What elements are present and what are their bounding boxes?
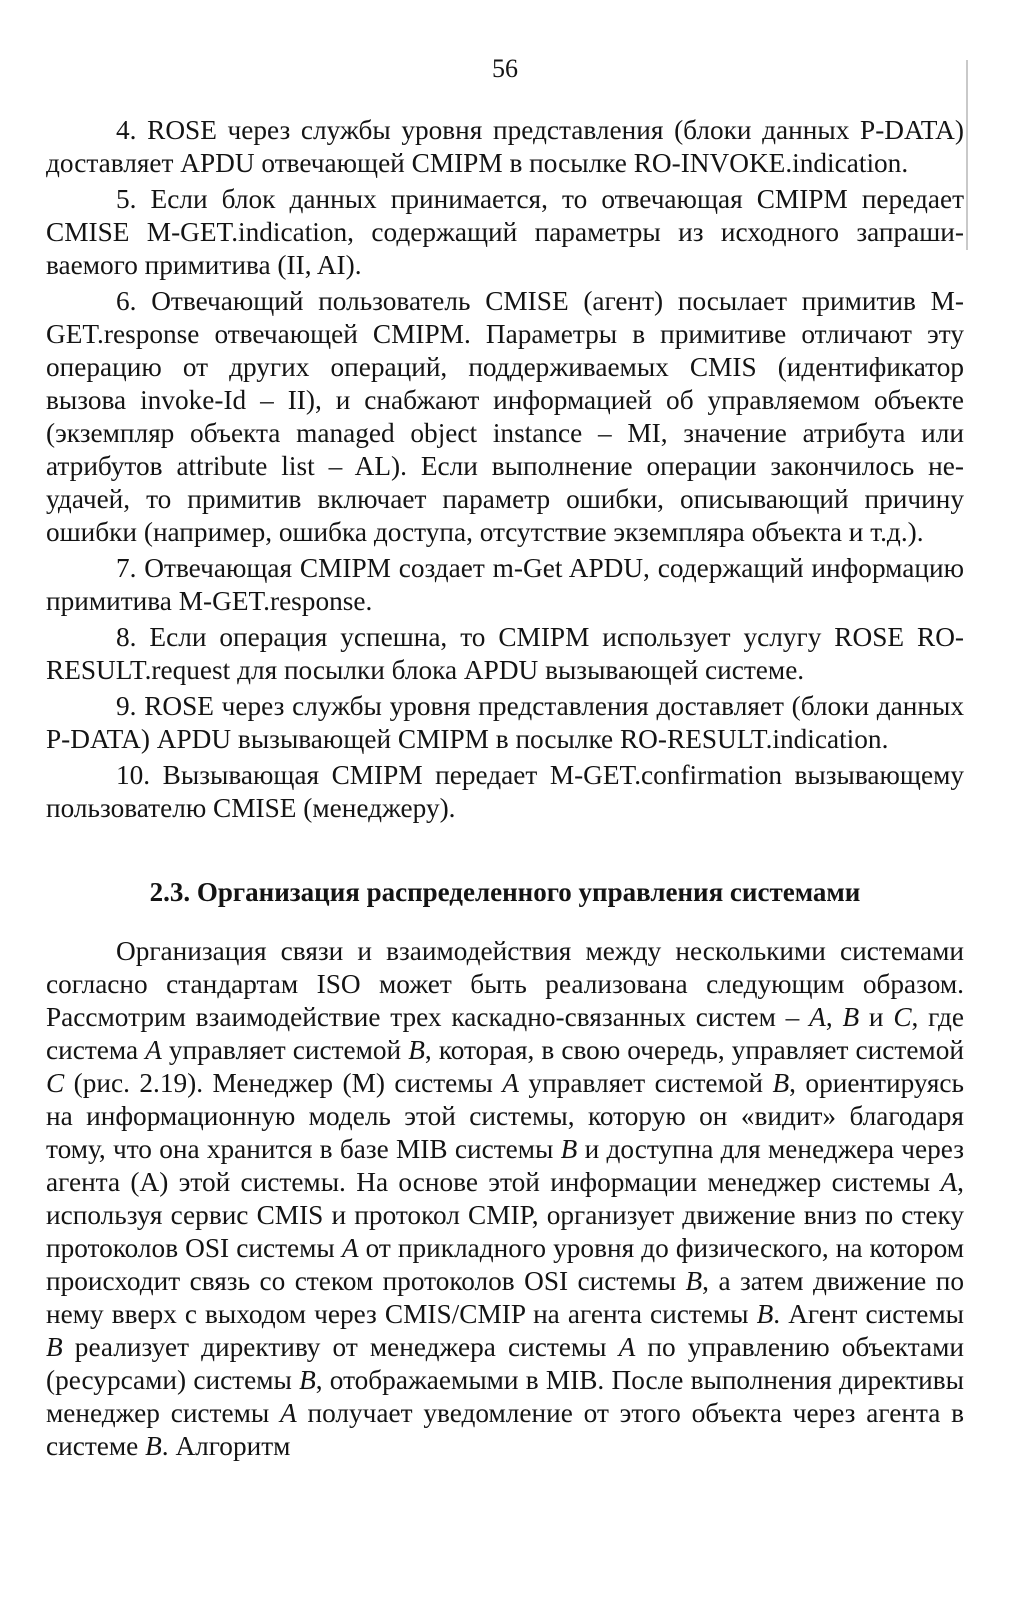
list-item-step-6: 6. Отвечающий пользователь CMISE (агент) посылает примитив M-GET.response отвечающей CMIPM. Параметры в примитиве отличают эту операцию от других операций, поддерживаемых CMIS (идентификатор вызова invoke-Id – II), и снабжают информацией об управляемом объекте (экземпляр объекта managed object instance – MI, значение атрибута или атрибутов attribute list – AL). Если выполнение операции закончилось неудачей, то примитив включает параметр ошибки, описывающий причину ошибки (например, ошибка доступа, отсутствие экземпляра объекта и т.д.). [46,286,964,547]
document-page [46,40,964,1580]
page-number: 56 [492,54,518,83]
list-item-step-5: 5. Если блок данных принимается, то отвечающая CMIPM передает CMISE M-GET.indication, содержащий параметры из исходного запрашиваемого примитива (II, AI). [46,184,964,280]
list-item-step-10: 10. Вызывающая CMIPM передает M-GET.confirmation вызывающему пользователю CMISE (менеджеру). [46,760,964,823]
body-paragraph: Организация связи и взаимодействия между несколькими системами согласно стандартам ISO может быть реализована следующим образом. Рассмотрим взаимодействие трех каскадно-связанных систем – A, B и C, где система A управляет системой B, которая, в свою очередь, управляет системой C (рис. 2.19). Менеджер (M) системы A управляет системой B, ориентируясь на информационную модель этой системы, которую он «видит» благодаря тому, что она хранится в базе MIB системы B и доступна для менеджера через агента (A) этой системы. На основе этой информации менеджер системы A, используя сервис CMIS и протокол CMIP, организует движение вниз по стеку протоколов OSI системы A от прикладного уровня до физического, на котором происходит связь со стеком протоколов OSI системы B, а затем движение по нему вверх с выходом через CMIS/CMIP на агента системы B. Агент системы B реализует директиву от менеджера системы A по управлению объектами (ресурсами) системы B, отображаемыми в MIB. После выполнения директивы менеджер системы A получает уведомление от этого объекта через агента в системе B. Алгоритм [46,936,964,1461]
section-heading: 2.3. Организация распределенного управления системами [149,877,861,907]
list-item-step-8: 8. Если операция успешна, то CMIPM использует услугу ROSE RO-RESULT.request для посылки блока APDU вызывающей системе. [46,622,964,685]
scan-edge-line [966,60,968,250]
list-item-step-4: 4. ROSE через службы уровня представления (блоки данных P-DATA) доставляет APDU отвечающей CMIPM в посылке RO-INVOKE.indication. [46,115,964,178]
list-item-step-9: 9. ROSE через службы уровня представления доставляет (блоки данных P-DATA) APDU вызывающей CMIPM в посылке RO-RESULT.indication. [46,691,964,754]
list-item-step-7: 7. Отвечающая CMIPM создает m-Get APDU, содержащий информацию примитива M-GET.response. [46,553,964,616]
